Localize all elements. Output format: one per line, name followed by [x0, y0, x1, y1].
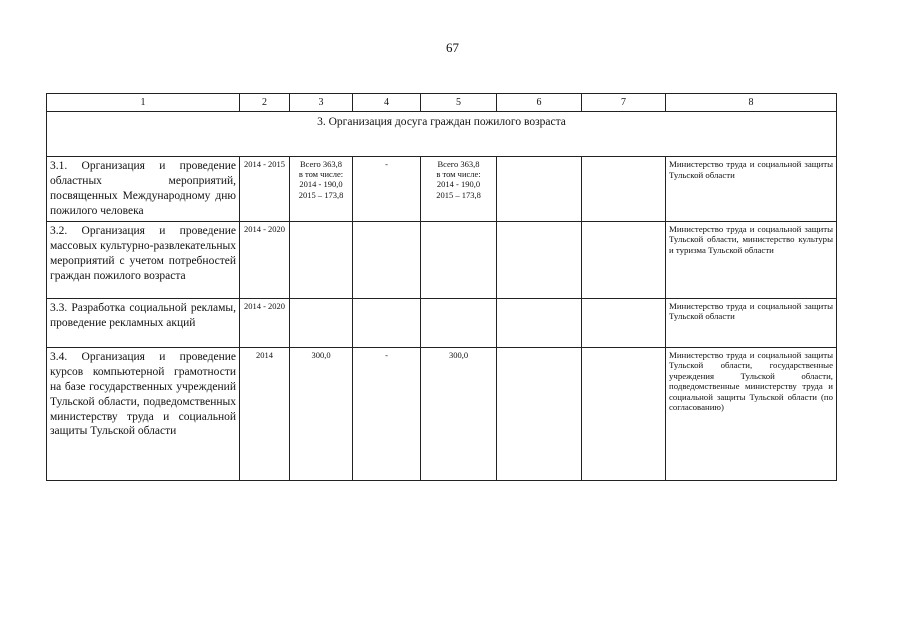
local-budget-cell: [497, 298, 582, 347]
amount-line: Всего 363,8: [299, 159, 343, 169]
period-cell: 2014 - 2015: [240, 157, 290, 222]
local-budget-cell: [497, 157, 582, 222]
table-row: [47, 298, 837, 347]
local-budget-cell: [497, 347, 582, 480]
regional-budget-cell: [421, 157, 497, 222]
column-number: 8: [666, 94, 837, 112]
column-number: 6: [497, 94, 582, 112]
table-row: [47, 221, 837, 298]
page-number: 67: [446, 40, 459, 55]
amount-line: 300,0: [448, 349, 469, 360]
program-table: [46, 93, 837, 481]
federal-budget-cell: -: [353, 347, 421, 480]
column-number: 7: [582, 94, 666, 112]
executor-cell: Министерство труда и социальной защиты Тульской области: [666, 157, 837, 222]
extrabudget-cell: [582, 221, 666, 298]
column-number: 3: [290, 94, 353, 112]
amount-line: 2015 – 173,8: [436, 189, 481, 200]
extrabudget-cell: [582, 347, 666, 480]
total-funding-cell: [290, 221, 353, 298]
column-number: 2: [240, 94, 290, 112]
total-funding-cell: [290, 347, 353, 480]
period-cell: 2014 - 2020: [240, 298, 290, 347]
extrabudget-cell: [582, 157, 666, 222]
regional-budget-cell: [421, 298, 497, 347]
amount-line: в том числе:: [436, 169, 481, 180]
table-row: [47, 347, 837, 480]
period-cell: 2014: [240, 347, 290, 480]
activity-cell: 3.4. Организация и проведение курсов компьютерной грамотности на базе государственных учреждений Тульской области, подведомственных министерству труда и социальной защиты Тульской области: [47, 347, 240, 480]
amount-line: 2015 – 173,8: [298, 189, 344, 200]
table-row: [47, 157, 837, 222]
total-funding-cell: [290, 157, 353, 222]
activity-cell: 3.2. Организация и проведение массовых культурно-развлекательных мероприятий с учетом потребностей граждан пожилого возраста: [47, 221, 240, 298]
activity-cell: 3.3. Разработка социальной рекламы, проведение рекламных акций: [47, 298, 240, 347]
period-cell: 2014 - 2020: [240, 221, 290, 298]
amount-line: 300,0: [311, 349, 331, 360]
column-number: 4: [353, 94, 421, 112]
federal-budget-cell: [353, 221, 421, 298]
amount-line: Всего 363,8: [437, 159, 480, 169]
amount-line: 2014 - 190,0: [436, 179, 481, 190]
data-rows: [47, 157, 837, 481]
column-number-row: [47, 94, 837, 112]
total-funding-cell: [290, 298, 353, 347]
executor-cell: Министерство труда и социальной защиты Тульской области, министерство культуры и туризма Тульской области: [666, 221, 837, 298]
section-row: [47, 112, 837, 157]
amount-line: 2014 - 190,0: [299, 179, 343, 190]
section-title: 3. Организация досуга граждан пожилого возраста: [47, 112, 837, 157]
activity-cell: 3.1. Организация и проведение областных мероприятий, посвященных Международному дню пожилого человека: [47, 157, 240, 222]
federal-budget-cell: -: [353, 157, 421, 222]
amount-line: в том числе:: [298, 169, 344, 180]
regional-budget-cell: [421, 347, 497, 480]
local-budget-cell: [497, 221, 582, 298]
column-number: 5: [421, 94, 497, 112]
regional-budget-cell: [421, 221, 497, 298]
column-number: 1: [47, 94, 240, 112]
executor-cell: Министерство труда и социальной защиты Тульской области: [666, 298, 837, 347]
federal-budget-cell: [353, 298, 421, 347]
executor-cell: Министерство труда и социальной защиты Тульской области, государственные учреждения Тульской области, подведомственные министерству труда и социальной защиты Тульской области (по согласованию): [666, 347, 837, 480]
extrabudget-cell: [582, 298, 666, 347]
